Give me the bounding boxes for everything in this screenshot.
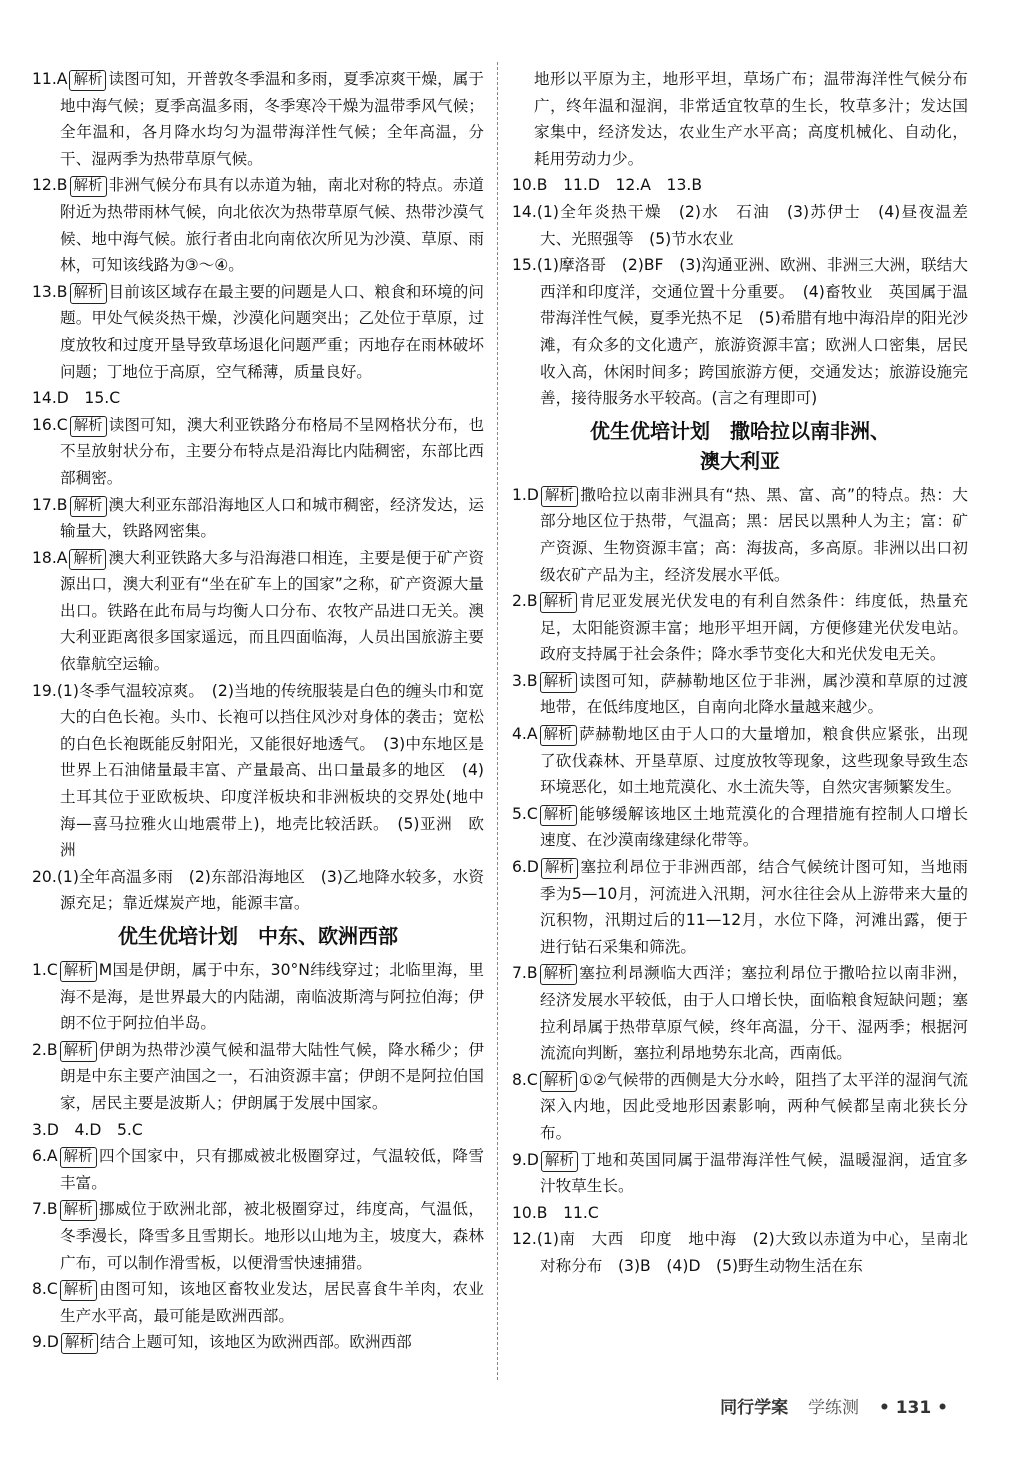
- answer-number: 12.B: [32, 176, 68, 195]
- answer-number: 15.: [512, 256, 537, 275]
- analysis-tag: 解析: [60, 1200, 97, 1221]
- answer-text: 四个国家中，只有挪威被北极圈穿过，气温较低，降雪丰富。: [60, 1147, 484, 1192]
- answer-number: 14.D 15.C: [32, 389, 121, 408]
- answer-text: 肯尼亚发展光伏发电的有利自然条件：纬度低，热量充足，太阳能资源丰富；地形平坦开阔，方便修建光伏发电站。政府支持属于社会条件；降水季节变化大和光伏发电无关。: [540, 592, 968, 664]
- answer-item: [512, 482, 968, 588]
- answer-text: M国是伊朗，属于中东，30°N纬线穿过；北临里海，里海不是海，是世界最大的内陆湖，南临波斯湾与阿拉伯海；伊朗不位于阿拉伯半岛。: [60, 961, 484, 1033]
- answer-text: (1)全年炎热干燥 (2)水 石油 (3)苏伊士 (4)昼夜温差大、光照强等 (5)节水农业: [536, 202, 968, 248]
- answer-item: [32, 678, 484, 864]
- answer-number: 7.B: [512, 964, 538, 983]
- answer-text: ①②气候带的西侧是大分水岭，阻挡了太平洋的湿润气流深入内地，因此受地形因素影响，两种气候都呈南北狭长分布。: [540, 1070, 968, 1142]
- answer-number: 6.D: [512, 858, 539, 877]
- footer-brand: 同行学案: [720, 1398, 789, 1418]
- answer-number: 18.A: [32, 548, 68, 567]
- answer-number: 9.D: [512, 1150, 539, 1169]
- footer-subtitle: 学练测: [808, 1398, 860, 1418]
- answer-number: 5.C: [512, 804, 538, 823]
- answer-item: [512, 199, 968, 252]
- section-title-middle-east-europe: 优生优培计划 中东、欧洲西部: [118, 924, 398, 948]
- analysis-tag: 解析: [70, 496, 107, 517]
- answer-item: [32, 492, 484, 545]
- answer-text: 读图可知，萨赫勒地区位于非洲，属沙漠和草原的过渡地带，在低纬度地区，自南向北降水量越来越少。: [540, 671, 968, 717]
- analysis-tag: 解析: [540, 805, 577, 826]
- analysis-tag: 解析: [540, 964, 577, 985]
- answer-text: 结合上题可知，该地区为欧洲西部。欧洲西部: [99, 1333, 412, 1352]
- analysis-tag: 解析: [60, 1147, 97, 1168]
- answer-number: 7.B: [32, 1200, 58, 1219]
- answer-number: 9.D: [32, 1333, 59, 1352]
- answer-number: 4.A: [512, 725, 538, 744]
- answer-item: [512, 588, 968, 668]
- answer-text: 目前该区域存在最主要的问题是人口、粮食和环境的问题。甲处气候炎热干燥，沙漠化问题突出；乙处位于草原，过度放牧和过度开垦导致草场退化问题严重；丙地存在雨林破坏问题；丁地位于高原，空气稀薄，质量良好。: [60, 282, 484, 381]
- answer-list-right-a: [512, 172, 968, 411]
- analysis-tag: 解析: [70, 416, 107, 437]
- answer-list-left-a: [32, 66, 484, 917]
- answer-item: [32, 66, 484, 172]
- answer-item: [512, 960, 968, 1066]
- analysis-tag: 解析: [540, 592, 577, 613]
- answer-item: [32, 1329, 484, 1356]
- answer-text: (1)冬季气温较凉爽。 (2)当地的传统服装是白色的缠头巾和宽大的白色长袍。头巾、长袍可以挡住风沙对身体的袭击；宽松的白色长袍既能反射阳光，又能很好地透气。 (3)中东地区是世界上石油储量最丰富、产量最高、出口量最多的地区 (4)土耳其位于亚欧板块、印度洋板块和非洲板块的交界处(地中海—喜马拉雅火山地震带上)，地壳比较活跃。 (5)亚洲 欧洲: [56, 681, 484, 860]
- answer-text: 撒哈拉以南非洲具有“热、黑、富、高”的特点。热：大部分地区位于热带，气温高；黑：居民以黑种人为主；富：矿产资源、生物资源丰富；高：海拔高，多高原。非洲以出口初级农矿产品为主，经济发展水平低。: [540, 485, 968, 584]
- answer-text: 萨赫勒地区由于人口的大量增加，粮食供应紧张，出现了砍伐森林、开垦草原、过度放牧等现象，这些现象导致生态环境恶化，如土地荒漠化、水土流失等，自然灾害频繁发生。: [540, 725, 968, 797]
- answer-item: [32, 864, 484, 917]
- answer-text: 丁地和英国同属于温带海洋性气候，温暖湿润，适宜多汁牧草生长。: [540, 1150, 968, 1196]
- answer-number: 6.A: [32, 1147, 58, 1166]
- answer-item: [512, 1067, 968, 1147]
- answer-list-left-b: [32, 957, 484, 1356]
- answer-number: 17.B: [32, 495, 68, 514]
- answer-item: [32, 1143, 484, 1196]
- analysis-tag: 解析: [60, 1280, 97, 1301]
- answer-number: 20.: [32, 867, 57, 886]
- answer-item: [32, 1117, 484, 1144]
- analysis-tag: 解析: [541, 858, 578, 879]
- page-footer: [720, 1393, 948, 1418]
- answer-text: (1)摩洛哥 (2)BF (3)沟通亚洲、欧洲、非洲三大洲，联结大西洋和印度洋，交通位置十分重要。 (4)畜牧业 英国属于温带海洋性气候，夏季光热不足 (5)希腊有地中海沿岸的阳光沙滩，有众多的文化遗产，旅游资源丰富；欧洲人口密集，居民收入高，休闲时间多；跨国旅游方便，交通发达；旅游设施完善，接待服务水平较高。(言之有理即可): [536, 256, 968, 408]
- answer-item: [512, 721, 968, 801]
- analysis-tag: 解析: [540, 672, 577, 693]
- answer-item: [512, 1226, 968, 1279]
- answer-item: [512, 668, 968, 721]
- answer-number: 11.A: [32, 70, 68, 88]
- answer-number: 1.D: [512, 485, 539, 504]
- answer-text: 澳大利亚铁路大多与沿海港口相连，主要是便于矿产资源出口，澳大利亚有“坐在矿车上的国家”之称，矿产资源大量出口。铁路在此布局与均衡人口分布、农牧产品进口无关。澳大利亚距离很多国家遥远，而且四面临海，人员出国旅游主要依靠航空运输。: [60, 548, 484, 674]
- analysis-tag: 解析: [69, 70, 106, 91]
- analysis-tag: 解析: [540, 725, 577, 746]
- answer-item: [512, 172, 968, 199]
- answer-text: 伊朗为热带沙漠气候和温带大陆性气候，降水稀少；伊朗是中东主要产油国之一，石油资源丰富；伊朗不是阿拉伯国家，居民主要是波斯人；伊朗属于发展中国家。: [60, 1040, 484, 1112]
- section-title-line1: 优生优培计划 撒哈拉以南非洲、: [590, 418, 890, 443]
- answer-text: (1)全年高温多雨 (2)东部沿海地区 (3)乙地降水较多，水资源充足；靠近煤炭产地，能源丰富。: [56, 867, 484, 913]
- left-column: [32, 66, 484, 1356]
- analysis-tag: 解析: [540, 1071, 577, 1092]
- analysis-tag: 解析: [61, 1333, 98, 1354]
- answer-number: 3.D 4.D 5.C: [32, 1120, 143, 1139]
- answer-text: 能够缓解该地区土地荒漠化的合理措施有控制人口增长速度、在沙漠南缘建绿化带等。: [540, 804, 968, 850]
- answer-item: [32, 412, 484, 492]
- right-column: [512, 66, 968, 1280]
- analysis-tag: 解析: [60, 961, 97, 982]
- column-divider: [497, 62, 498, 1380]
- answer-number: 2.B: [32, 1040, 58, 1059]
- answer-text: (1)南 大西 印度 地中海 (2)大致以赤道为中心，呈南北对称分布 (3)B (4)D (5)野生动物生活在东: [536, 1230, 968, 1275]
- analysis-tag: 解析: [70, 283, 107, 304]
- analysis-tag: 解析: [60, 1041, 97, 1062]
- answer-item: [512, 1147, 968, 1200]
- answer-text: 读图可知，澳大利亚铁路分布格局不呈网格状分布，也不呈放射状分布，主要分布特点是沿海比内陆稠密，东部比西部稠密。: [60, 415, 484, 487]
- answer-item: [32, 1037, 484, 1117]
- answer-item: [32, 545, 484, 678]
- answer-number: 14.: [512, 202, 537, 221]
- answer-text: 挪威位于欧洲北部，被北极圈穿过，纬度高，气温低，冬季漫长，降雪多且雪期长。地形以山地为主，坡度大，森林广布，可以制作滑雪板，以便滑雪快速捕猎。: [60, 1200, 484, 1272]
- answer-number: 19.: [32, 681, 57, 700]
- answer-number: 10.B 11.C: [512, 1203, 599, 1222]
- section-title-line2: 澳大利亚: [700, 448, 780, 473]
- analysis-tag: 解析: [541, 1151, 578, 1172]
- answer-item: [512, 801, 968, 854]
- analysis-tag: 解析: [69, 549, 106, 570]
- answer-number: 3.B: [512, 671, 538, 690]
- answer-number: 8.C: [32, 1280, 58, 1299]
- page-number: • 131 •: [878, 1398, 948, 1418]
- answer-number: 8.C: [512, 1070, 538, 1089]
- analysis-tag: 解析: [541, 486, 578, 507]
- answer-item: [32, 279, 484, 385]
- answer-item: [512, 252, 968, 412]
- analysis-tag: 解析: [70, 176, 107, 197]
- answer-item: [32, 957, 484, 1037]
- answer-item: [32, 385, 484, 412]
- answer-number: 10.B 11.D 12.A 13.B: [512, 176, 703, 195]
- answer-list-right-b: [512, 482, 968, 1280]
- answer-number: 2.B: [512, 592, 538, 611]
- answer-item: [512, 1200, 968, 1227]
- answer-text: 读图可知，开普敦冬季温和多雨，夏季凉爽干燥，属于地中海气候；夏季高温多雨，冬季寒冷干燥为温带季风气候；全年温和，各月降水均匀为温带海洋性气候；全年高温，分干、湿两季为热带草原气候。: [60, 70, 484, 168]
- answer-item: [32, 172, 484, 278]
- answer-number: 16.C: [32, 415, 68, 434]
- answer-text: 澳大利亚东部沿海地区人口和城市稠密，经济发达，运输量大，铁路网密集。: [60, 495, 484, 541]
- answer-item: [512, 854, 968, 960]
- answer-number: 13.B: [32, 282, 68, 301]
- answer-item: [32, 1196, 484, 1276]
- answer-text: 非洲气候分布具有以赤道为轴，南北对称的特点。赤道附近为热带雨林气候，向北依次为热带草原气候、热带沙漠气候、地中海气候。旅行者由北向南依次所见为沙漠、草原、雨林，可知该线路为③～④。: [60, 176, 484, 275]
- continuation-text: 地形以平原为主，地形平坦，草场广布；温带海洋性气候分布广，终年温和湿润，非常适宜牧草的生长，牧草多汁；发达国家集中，经济发达，农业生产水平高；高度机械化、自动化，耗用劳动力少。: [534, 70, 968, 168]
- answer-item: [32, 1276, 484, 1329]
- answer-number: 12.: [512, 1230, 537, 1249]
- answer-text: 塞拉利昂濒临大西洋；塞拉利昂位于撒哈拉以南非洲，经济发展水平较低，由于人口增长快，面临粮食短缺问题；塞拉利昂属于热带草原气候，终年高温，分干、湿两季；根据河流流向判断，塞拉利昂地势东北高，西南低。: [540, 964, 968, 1063]
- answer-number: 1.C: [32, 961, 58, 979]
- answer-text: 由图可知，该地区畜牧业发达，居民喜食牛羊肉，农业生产水平高，最可能是欧洲西部。: [60, 1280, 484, 1325]
- answer-text: 塞拉利昂位于非洲西部，结合气候统计图可知，当地雨季为5—10月，河流进入汛期，河水往往会从上游带来大量的沉积物，汛期过后的11—12月，水位下降，河滩出露，便于进行钻石采集和筛洗。: [540, 858, 968, 956]
- section-title-africa-australia: [512, 416, 968, 476]
